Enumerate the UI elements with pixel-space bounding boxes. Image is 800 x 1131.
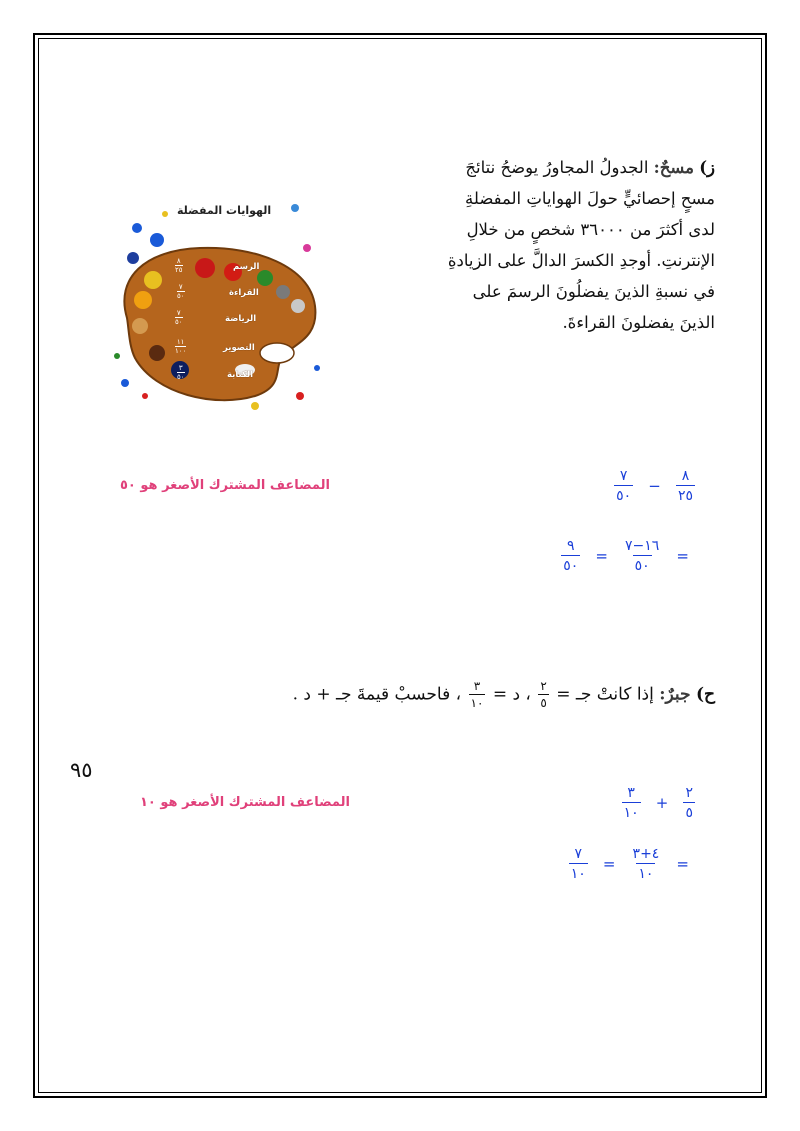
fraction: $\frac{٧}{١٠}$: [570, 846, 586, 882]
problem-h-text: ، د =: [492, 684, 531, 705]
problem-h-text: ، فاحسبْ قيمةَ جـ + د .: [292, 684, 462, 705]
problem-z-line: لدى أكثرَ من ٣٦٠٠٠ شخصٍ من خلالِ: [466, 220, 715, 239]
fraction: $\frac{٣}{١٠}$: [623, 785, 639, 821]
fraction: $\frac{٢}{٥}$: [685, 785, 693, 821]
palette-row-fraction: ١١ ١٠٠: [175, 338, 187, 355]
equals-operator: =: [676, 855, 689, 873]
fraction: $\frac{٢}{٥}$: [540, 679, 547, 710]
minus-operator: −: [648, 477, 661, 495]
problem-h-name: جبرٌ:: [659, 684, 691, 705]
solution-h-line2: [567, 846, 697, 882]
problem-z-name: مسحٌ:: [653, 158, 694, 177]
problem-z: [375, 152, 715, 338]
fraction: $\frac{٨}{٢٥}$: [677, 468, 693, 504]
palette-row-label: القراءة: [229, 288, 259, 298]
problem-z-line: مسحٍ إحصائيٍّ حولَ الهواياتِ المفضلةِ: [465, 189, 715, 208]
solution-h-line1: [620, 785, 697, 821]
problem-z-line: الجدولُ المجاورُ يوضحُ نتائجَ: [465, 158, 649, 177]
palette-row-label: الرياضة: [225, 314, 257, 324]
fraction: $\frac{١٦-٧}{٥٠}$: [625, 538, 660, 574]
fraction: $\frac{٤+٣}{١٠}$: [632, 846, 660, 882]
problem-z-line: في نسبةِ الذينَ يفضلُونَ الرسمَ على: [472, 282, 715, 301]
problem-z-label: ز): [699, 158, 715, 177]
palette-row-label: الكتابة: [227, 370, 254, 380]
problem-z-line: الإنترنتِ. أوجدِ الكسرَ الدالَّ على الزيادةِ: [447, 251, 715, 270]
hobbies-palette-illustration: [105, 188, 335, 418]
plus-operator: +: [655, 794, 669, 812]
palette-row-label: التصوير: [223, 343, 255, 353]
fraction: $\frac{٧}{٥٠}$: [616, 468, 632, 504]
page-number: ٩٥: [70, 758, 93, 782]
problem-h-label: ح): [695, 684, 715, 705]
palette-row-label: الرسم: [233, 262, 260, 272]
problem-h: [293, 680, 715, 710]
equals-operator: =: [602, 855, 616, 873]
palette-title: الهوايات المفضلة: [177, 204, 272, 217]
problem-z-line: الذينَ يفضلونَ القراءةَ.: [562, 313, 715, 332]
palette-row-fraction: ٣ ٥٠: [177, 364, 185, 381]
fraction: $\frac{٩}{٥٠}$: [563, 538, 579, 574]
palette-row-fraction: ٨ ٢٥: [175, 257, 183, 274]
palette-row-fraction: ٧ ٥٠: [177, 283, 185, 300]
fraction: $\frac{٣}{١٠}$: [470, 679, 484, 710]
solution-z-line1: [612, 468, 697, 504]
problem-h-text: إذا كانتْ جـ =: [556, 684, 654, 705]
equals-operator: =: [676, 547, 689, 565]
equals-operator: =: [595, 547, 608, 565]
lcm-note-z: المضاعف المشترك الأصغر هو ٥٠: [120, 478, 330, 493]
solution-z-line2: [559, 538, 697, 574]
palette-icon: [105, 188, 335, 418]
lcm-note-h: المضاعف المشترك الأصغر هو ١٠: [140, 795, 350, 810]
palette-row-fraction: ٧ ٥٠: [175, 309, 183, 326]
